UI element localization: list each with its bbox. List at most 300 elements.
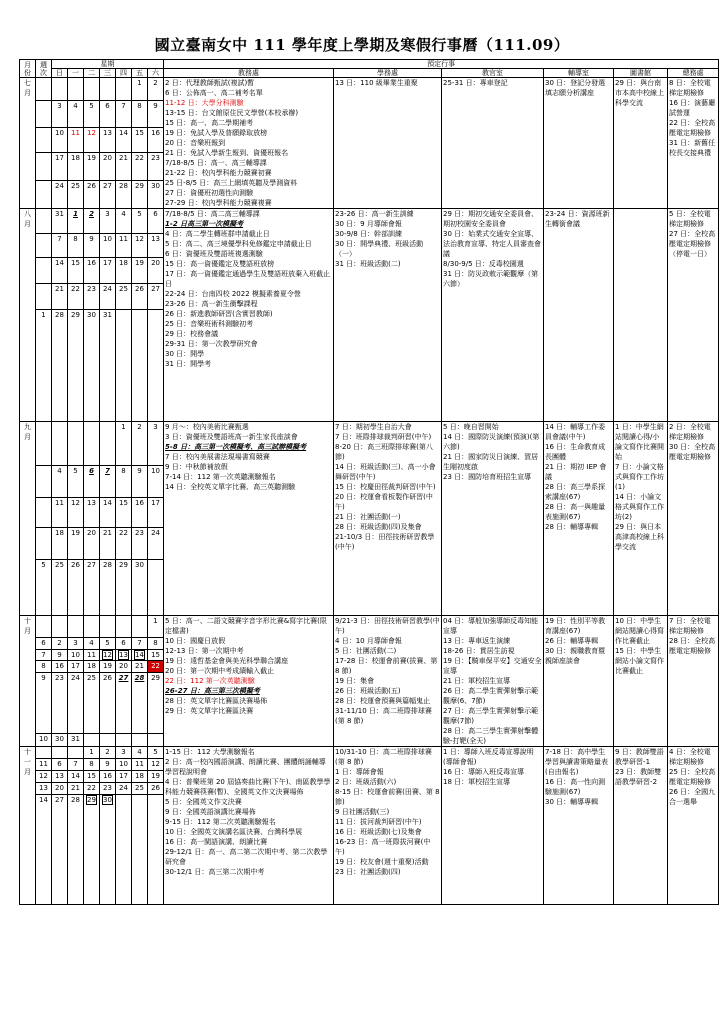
event-item: 31 日：班級活動(二)	[335, 260, 401, 268]
week-row	[20, 78, 719, 101]
calendar-day	[100, 528, 116, 560]
event-item: 14 日：國際防災演練(預演)(第六節)	[443, 433, 540, 451]
calendar-day	[68, 284, 84, 310]
day-number: 8	[73, 235, 78, 243]
day-number: 8	[89, 760, 94, 768]
event-item: 18-26 日：貫居生訪視	[443, 647, 515, 655]
event-item: 16 日：演藝廳試營運	[669, 99, 716, 117]
day-number: 29	[87, 796, 96, 804]
calendar-day	[148, 284, 164, 310]
day-number: 17	[103, 259, 112, 267]
calendar-day	[148, 78, 164, 101]
header-month: 月份	[20, 60, 36, 78]
day-number: 18	[55, 529, 64, 537]
day-number: 21	[103, 529, 112, 537]
day-number: 6	[89, 467, 94, 475]
week-number	[36, 153, 52, 180]
calendar-day	[84, 234, 100, 258]
event-item: 8-20 日：高三班際排球賽(第八節)	[335, 443, 433, 461]
day-number: 6	[153, 210, 158, 218]
day-number: 25	[87, 674, 96, 683]
events-military	[442, 422, 544, 616]
week-number: 8	[36, 661, 52, 673]
event-item: 16-23 日：高一班際拔河賽(中午)	[335, 838, 431, 856]
event-item: 16 日：高一閩語演講、朗讀比賽	[165, 838, 268, 846]
day-number: 8	[153, 638, 158, 647]
events-library	[614, 78, 668, 209]
day-number: 16	[135, 499, 144, 507]
calendar-day	[100, 795, 116, 905]
event-item: 9/21-3 日：田徑技術研習教學(中午)	[335, 617, 440, 635]
event-item: 27 日：高三學生實彈射擊示範觀摩(7節)	[443, 707, 539, 725]
calendar-day	[100, 466, 116, 498]
day-number: 20	[151, 259, 160, 267]
event-item: 5 日：晚自習開始	[443, 423, 499, 431]
event-item: 31 日：防災政敕示範觀摩（第六節）	[443, 270, 539, 288]
day-number: 13	[103, 129, 112, 138]
month-label: 九月	[20, 422, 36, 616]
calendar-day	[148, 101, 164, 128]
week-row	[20, 616, 719, 638]
week-number: 9	[36, 673, 52, 734]
calendar-day	[116, 422, 132, 466]
day-number: 10	[103, 235, 112, 243]
calendar-day	[116, 528, 132, 560]
calendar-day	[100, 180, 116, 208]
calendar-day	[68, 498, 84, 528]
calendar-day	[100, 128, 116, 153]
day-number: 21	[135, 662, 144, 671]
calendar-day	[68, 673, 84, 734]
calendar-day	[116, 661, 132, 673]
calendar-day	[84, 209, 100, 234]
event-item: 10 日：中學生網站閱讀心得寫作比賽截止	[615, 617, 665, 645]
event-item: 14 日：全校英文單字比賽、高三英聽測驗	[165, 483, 296, 491]
day-number: 29	[71, 311, 80, 319]
calendar-day	[68, 747, 84, 759]
day-number: 3	[73, 638, 78, 647]
event-item: 2 日：代理教師甄試(複試)暫	[165, 79, 255, 87]
calendar-day	[148, 258, 164, 284]
event-item: 8 日：全校電梯定期檢修	[669, 79, 711, 97]
day-number: 25	[135, 784, 144, 792]
event-item: 21-10/3 日：田徑技術研習教學(中午)	[335, 533, 435, 551]
day-number: 27	[87, 561, 96, 569]
event-item: 9 日社團活動(三)	[335, 808, 390, 816]
calendar-day	[52, 466, 68, 498]
event-item: 22 日：112 第一次英聽測驗	[165, 677, 255, 685]
header-planned: 預定行事	[164, 60, 719, 69]
calendar-day	[132, 422, 148, 466]
event-item: 29 日：校務會議	[165, 330, 219, 338]
day-number: 28	[119, 181, 128, 190]
events-military	[442, 78, 544, 209]
event-item: 21-22 日：校內學科能力競賽初賽	[165, 169, 272, 177]
calendar-day	[148, 498, 164, 528]
header-office: 教官室	[442, 69, 544, 78]
day-number: 9	[89, 235, 94, 243]
day-number: 5	[73, 467, 78, 475]
calendar-day	[148, 310, 164, 422]
day-number: 29	[135, 181, 144, 190]
day-number: 26	[71, 561, 80, 569]
events-counsel	[544, 209, 614, 422]
event-item: 14 日：小論文格式與寫作工作坊(2)	[615, 493, 665, 521]
week-number	[36, 234, 52, 258]
header-office: 輔導室	[544, 69, 614, 78]
day-number: 9	[57, 650, 62, 659]
events-library	[614, 747, 668, 905]
event-item: 25 日：全校高壓電定期檢修	[669, 768, 716, 786]
calendar-day	[148, 128, 164, 153]
day-number: 10	[71, 650, 80, 659]
event-item: 4 日：全校電梯定期檢修	[669, 748, 711, 766]
calendar-day	[148, 616, 164, 638]
event-item: 26 日：全國九合一選舉	[669, 788, 716, 806]
day-number: 31	[71, 734, 80, 743]
calendar-day	[84, 180, 100, 208]
day-number: 27	[151, 285, 160, 293]
calendar-day	[116, 498, 132, 528]
calendar-day	[100, 284, 116, 310]
event-item: 14 日：輔導工作委員會議(中午)	[545, 423, 606, 441]
calendar-day	[52, 661, 68, 673]
day-number: 12	[87, 129, 96, 138]
events-library	[614, 616, 668, 747]
calendar-day	[100, 209, 116, 234]
event-item: 27 日：全校高壓電定期檢修（停電一日）	[669, 230, 716, 258]
event-item: 2 日：班級活動(六)	[335, 778, 397, 786]
calendar-day	[100, 310, 116, 422]
calendar-day	[100, 234, 116, 258]
calendar-day	[100, 101, 116, 128]
event-item: 4 日：高二學生轉班群申請截止日	[165, 230, 270, 238]
calendar-day	[68, 560, 84, 616]
day-number: 14	[135, 650, 144, 659]
event-item: 21 日：免試入學新生報到、資優班報名	[165, 149, 289, 157]
calendar-day	[116, 733, 132, 746]
calendar-day	[100, 637, 116, 649]
events-academic	[164, 209, 334, 422]
calendar-day	[68, 78, 84, 101]
calendar-day	[84, 153, 100, 180]
calendar-day	[52, 673, 68, 734]
calendar-day	[148, 637, 164, 649]
calendar-day	[52, 128, 68, 153]
calendar-day	[116, 78, 132, 101]
events-general	[668, 209, 719, 422]
calendar-day	[116, 795, 132, 905]
calendar-day	[68, 101, 84, 128]
day-number: 15	[87, 772, 96, 780]
header-weekday: 三	[100, 69, 116, 78]
day-number: 12	[71, 499, 80, 507]
event-item: 16 日：高一性向測驗施測(67)	[545, 778, 606, 796]
day-number: 28	[71, 796, 80, 804]
event-item: 25-31 日：專車登記	[443, 79, 508, 87]
event-item: 28 日：輔導專輯	[545, 523, 599, 531]
calendar-day	[148, 759, 164, 771]
event-item: 17 日：高一資優鑑定通過學生及雙語班放棄入班截止日	[165, 270, 331, 288]
week-row	[20, 209, 719, 234]
day-number: 9	[137, 467, 142, 475]
day-number: 14	[103, 499, 112, 507]
week-number: 7	[36, 649, 52, 661]
event-item: 30 日：全校高壓電定期檢修	[669, 443, 716, 461]
day-number: 7	[105, 467, 110, 475]
calendar-day	[52, 649, 68, 661]
event-item: 7 日：期初學生自治大會	[335, 423, 412, 431]
calendar-day	[116, 560, 132, 616]
event-item: 9 日：教師雙語教學研習-1	[615, 748, 664, 766]
events-military	[442, 616, 544, 747]
calendar-day	[148, 180, 164, 208]
event-item: 30 日：開學	[165, 350, 205, 358]
event-item: 26 日：輔導專輯	[545, 637, 599, 645]
day-number: 27	[118, 674, 129, 683]
events-student	[334, 78, 442, 209]
event-item: 9 日：中秋節補放假	[165, 463, 228, 471]
day-number: 22	[87, 784, 96, 792]
event-item: 16 日：班級活動(七)及集會	[335, 828, 422, 836]
calendar-day	[84, 528, 100, 560]
event-item: 15 日：高一、高二學期補考	[165, 119, 254, 127]
calendar-day	[132, 649, 148, 661]
day-number: 24	[103, 285, 112, 293]
day-number: 2	[57, 638, 62, 647]
calendar-table	[19, 59, 719, 905]
event-item: 6 日：資優班及雙語班複選測驗	[165, 250, 263, 258]
calendar-day	[132, 101, 148, 128]
calendar-day	[132, 153, 148, 180]
day-number: 10	[55, 129, 64, 138]
day-number: 9	[153, 102, 158, 111]
calendar-day	[52, 795, 68, 905]
calendar-day	[52, 180, 68, 208]
event-item: 5 日：高二、高三境優學科免修鑑定申請截止日	[165, 240, 312, 248]
calendar-day	[100, 759, 116, 771]
event-item: 15 日：中學生網站小論文寫作比賽截止	[615, 647, 665, 675]
month-label: 七月	[20, 78, 36, 209]
event-item: 21 日：期初 IEP 會議	[545, 463, 607, 481]
event-item: 28 日：班級活動(四)及集會	[335, 523, 422, 531]
header-weekday: 日	[52, 69, 68, 78]
calendar-day	[116, 771, 132, 783]
calendar-day	[68, 783, 84, 795]
calendar-day	[52, 234, 68, 258]
event-item: 11-12 日：大學分科測驗	[165, 99, 244, 107]
event-item: 4 日：普樂班第 20 屆協奏曲比賽(下午)、南區教學學科能力競賽筷賽(暫)、全國英文作文決賽場佈	[165, 778, 331, 796]
header-office: 教務處	[164, 69, 334, 78]
day-number: 15	[71, 259, 80, 267]
calendar-day	[132, 180, 148, 208]
event-item: 28 日：高二三學生實彈射擊體驗-打靶(全天)	[443, 727, 539, 745]
day-number: 4	[89, 638, 94, 647]
day-number: 22	[151, 662, 160, 671]
day-number: 2	[105, 748, 110, 756]
calendar-day	[148, 771, 164, 783]
calendar-day	[68, 528, 84, 560]
day-number: 12	[135, 235, 144, 243]
day-number: 10	[119, 760, 128, 768]
event-item: 7 日：班際排球裁判研習(中午)	[335, 433, 432, 441]
day-number: 15	[135, 129, 144, 138]
day-number: 4	[57, 467, 62, 475]
day-number: 21	[55, 285, 64, 293]
event-item: 23-24 日：資源班新生轉銜會議	[545, 210, 610, 228]
calendar-day	[52, 747, 68, 759]
calendar-day	[132, 528, 148, 560]
day-number: 3	[57, 102, 62, 111]
day-number: 11	[135, 760, 144, 768]
calendar-day	[84, 649, 100, 661]
header-week: 週次	[36, 60, 52, 78]
calendar-day	[84, 783, 100, 795]
day-number: 11	[87, 650, 96, 659]
day-number: 18	[87, 662, 96, 671]
event-item: 30 日：始業式交通安全宣導、法治教育宣導、特定人員審查會議	[443, 230, 542, 258]
day-number: 1	[137, 79, 142, 87]
calendar-day	[148, 649, 164, 661]
calendar-day	[148, 560, 164, 616]
calendar-day	[52, 101, 68, 128]
week-number	[36, 209, 52, 234]
day-number: 15	[119, 499, 128, 507]
calendar-day	[68, 649, 84, 661]
day-number: 13	[87, 499, 96, 507]
event-item: 23 日：社團活動(四)	[335, 868, 401, 876]
event-item: 9 月～：校內美術比賽甄選	[165, 423, 249, 431]
event-item: 5-8 日：高三第一次模擬考、高三試辦模擬考	[165, 443, 307, 451]
event-item: 4 日：10 月導師會報	[335, 637, 402, 645]
event-item: 30-12/1 日：高三第二次期中考	[165, 868, 265, 876]
calendar-day	[52, 637, 68, 649]
event-item: 29-31 日：第一次教學研究會	[165, 340, 258, 348]
events-student	[334, 422, 442, 616]
event-item: 28 日：全校高壓電定期檢修	[669, 637, 716, 655]
event-item: 22-24 日：台南四校 2022 模擬素養夏令營	[165, 290, 301, 298]
week-number	[36, 180, 52, 208]
calendar-day	[52, 310, 68, 422]
day-number: 14	[71, 772, 80, 780]
event-item: 13 日：專車返生演練	[443, 637, 511, 645]
calendar-day	[84, 637, 100, 649]
calendar-day	[68, 466, 84, 498]
day-number: 2	[153, 79, 158, 87]
day-number: 1	[153, 617, 158, 625]
calendar-day	[52, 78, 68, 101]
events-general	[668, 747, 719, 905]
day-number: 8	[137, 102, 142, 111]
header-weekday: 四	[116, 69, 132, 78]
week-number	[36, 78, 52, 101]
event-item: 27 日：資優班初選性向測驗	[165, 189, 254, 197]
calendar-day	[84, 616, 100, 638]
calendar-day	[132, 637, 148, 649]
day-number: 12	[151, 760, 160, 768]
event-item: 1-15 日：112 大學測驗報名	[165, 748, 255, 756]
day-number: 13	[119, 650, 128, 659]
day-number: 28	[103, 561, 112, 569]
calendar-day	[84, 78, 100, 101]
day-number: 20	[55, 784, 64, 792]
calendar-day	[84, 560, 100, 616]
calendar-day	[84, 733, 100, 746]
calendar-day	[116, 258, 132, 284]
calendar-day	[84, 310, 100, 422]
calendar-day	[132, 733, 148, 746]
calendar-day	[52, 759, 68, 771]
calendar-day	[84, 101, 100, 128]
event-item: 30 日：親職教育暨親師座談會	[545, 647, 606, 665]
day-number: 1	[121, 423, 126, 431]
event-item: 2 日：高一校內國語演講、朗讀比賽、團體朗誦輔導學習程說明會	[165, 758, 326, 776]
event-item: 23-26 日：高一新生訓練	[335, 210, 414, 218]
calendar-day	[100, 733, 116, 746]
calendar-day	[84, 747, 100, 759]
day-number: 20	[103, 154, 112, 163]
calendar-day	[148, 661, 164, 673]
event-item: 23 日：國防培育班招生宣導	[443, 473, 532, 481]
day-number: 16	[151, 129, 160, 138]
day-number: 17	[55, 154, 64, 163]
events-library	[614, 209, 668, 422]
day-number: 5	[89, 102, 94, 111]
event-item: 31-11/10 日：高二班際排球賽(第 8 節)	[335, 707, 432, 725]
calendar-day	[132, 128, 148, 153]
page-title: 國立臺南女中 111 學年度上學期及寒假行事曆（111.09）	[154, 36, 570, 54]
event-item: 7/18-8/5 日：高二高三輔導課	[165, 210, 260, 218]
day-number: 14	[119, 129, 128, 138]
calendar-day	[100, 661, 116, 673]
day-number: 18	[119, 259, 128, 267]
day-number: 1	[89, 748, 94, 756]
event-item: 17-28 日：校運會前賽(拔賽、第 8 節)	[335, 657, 438, 675]
event-item: 13-15 日：台文館原住民文學營(本校承辦)	[165, 109, 299, 117]
calendar-day	[116, 747, 132, 759]
event-item: 25 日：音樂班術科測驗初考	[165, 320, 254, 328]
week-row	[20, 747, 719, 759]
event-item: 5 日：高一、二語文競賽字音字形比賽&寫字比賽(限定檔書)	[165, 617, 327, 635]
calendar-day	[116, 759, 132, 771]
events-counsel	[544, 747, 614, 905]
calendar-day	[84, 284, 100, 310]
event-item: 19 日：校友會(週十重聚)活動	[335, 858, 429, 866]
day-number: 18	[135, 772, 144, 780]
event-item: 7-18 日：高中學生學習與讀書策略量表(自由報名)	[545, 748, 609, 776]
event-item: 15 日：校慶田徑裁判研習(中午)	[335, 483, 436, 491]
calendar-day	[116, 673, 132, 734]
header-office: 學務處	[334, 69, 442, 78]
day-number: 21	[119, 154, 128, 163]
week-number	[36, 466, 52, 498]
calendar-day	[148, 153, 164, 180]
event-item: 16 日：生命教育成長團體	[545, 443, 606, 461]
event-item: 7/18-8/5 日：高一、高三輔導課	[165, 159, 267, 167]
event-item: 20 日：音樂班報到	[165, 139, 226, 147]
event-item: 10 日：全國英文演講名區決賽、台灣科學展	[165, 828, 303, 836]
day-number: 22	[135, 154, 144, 163]
day-number: 23	[151, 154, 160, 163]
calendar-day	[100, 153, 116, 180]
day-number: 11	[71, 129, 80, 138]
week-number	[36, 498, 52, 528]
calendar-day	[148, 783, 164, 795]
event-item: 29 日：英文單字比賽區決賽	[165, 707, 254, 715]
day-number: 7	[137, 638, 142, 647]
day-number: 11	[55, 499, 64, 507]
week-number	[36, 422, 52, 466]
